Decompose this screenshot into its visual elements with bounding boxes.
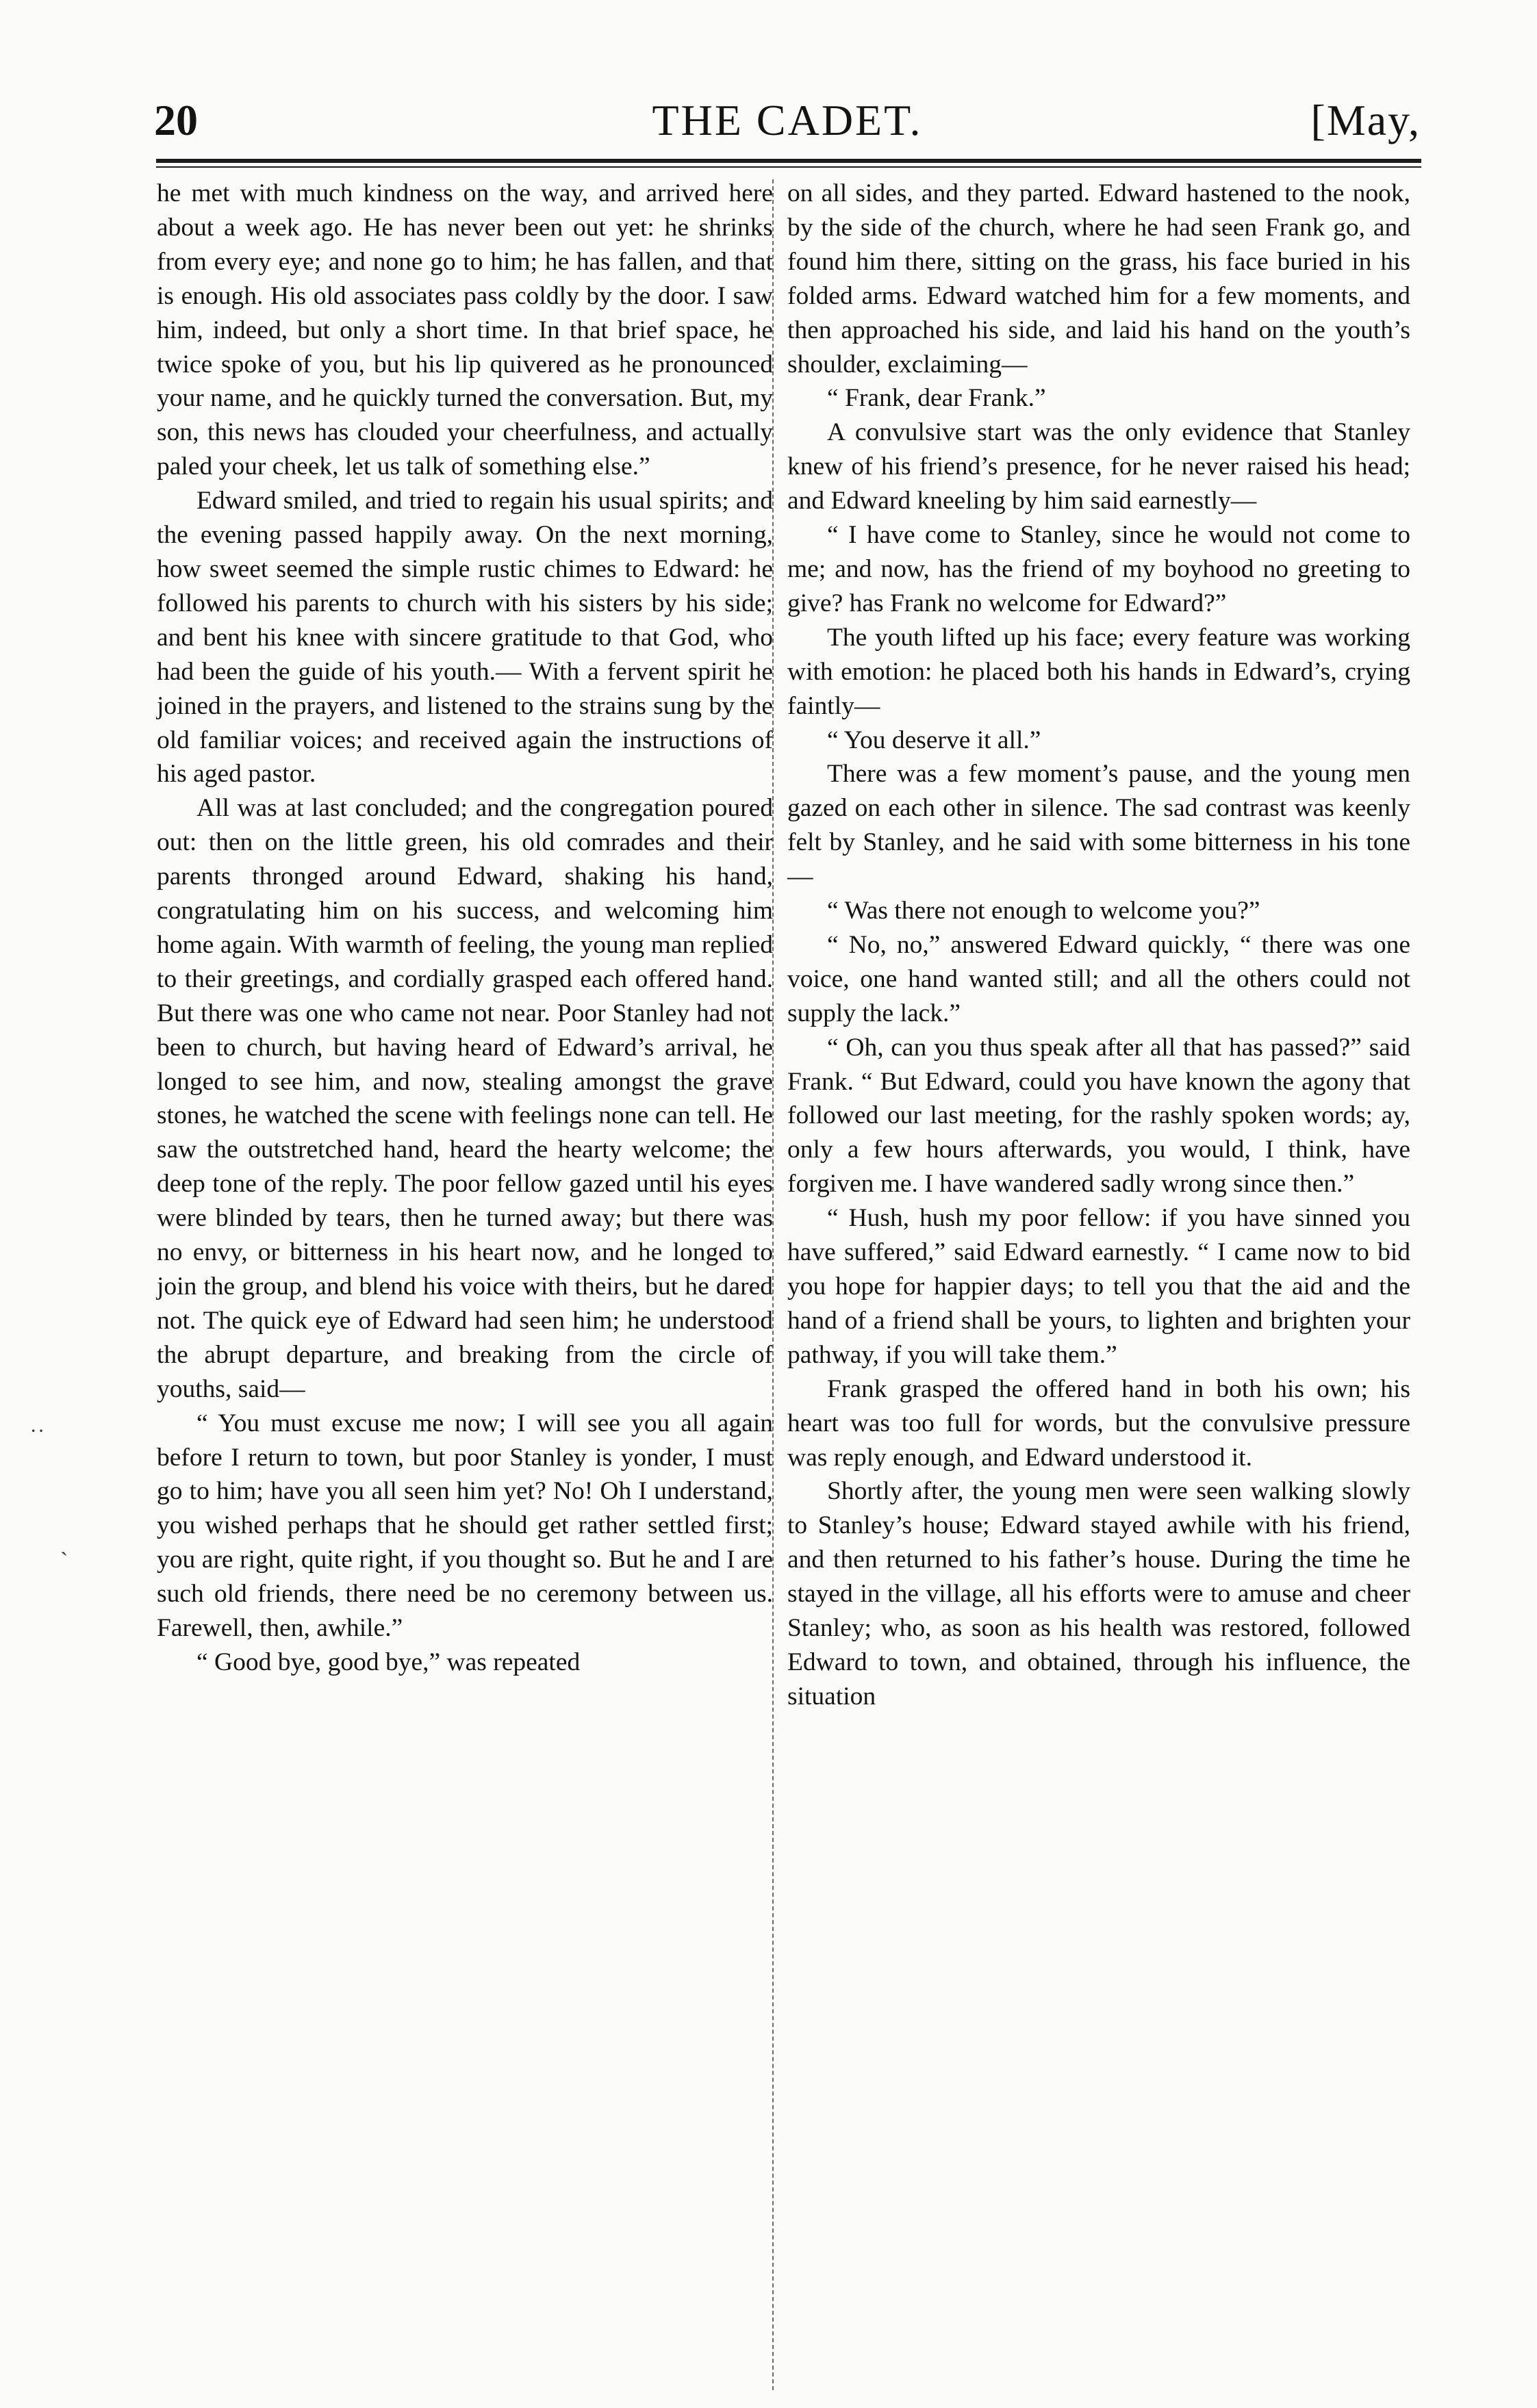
paragraph: “ You must excuse me now; I will see you all again before I return to town, but poor Stanley is yonder, I must go to him; have you all seen him yet? No! Oh I understand, you wished perhaps that he should get rather settled first; you are right, quite right, if you thought so. But he and I are such old friends, there need be no ceremony between us. Farewell, then, awhile.” — [157, 1409, 773, 1643]
left-column — [157, 177, 773, 1680]
paragraph: “ No, no,” answered Edward quickly, “ there was one voice, one hand wanted still; and all the others could not supply the lack.” — [787, 930, 1410, 1027]
paragraph: “ Oh, can you thus speak after all that has passed?” said Frank. “ But Edward, could you have known the agony that followed our last meeting, for the rashly spoken words; ay, only a few hours afterwards, you would, I think, have forgiven me. I have wandered sadly wrong since then.” — [787, 1033, 1410, 1199]
paragraph: he met with much kindness on the way, and arrived here about a week ago. He has never been out yet: he shrinks from every eye; and none go to him; he has fallen, and that is enough. His old associates pass coldly by the door. I saw him, indeed, but only a short time. In that brief space, he twice spoke of you, but his lip quivered as he pronounced your name, and he quickly turned the conversation. But, my son, this news has clouded your cheerfulness, and actually paled your cheek, let us talk of something else.” — [157, 179, 773, 481]
paragraph: Frank grasped the offered hand in both his own; his heart was too full for words, but the convulsive pressure was reply enough, and Edward understood it. — [787, 1374, 1410, 1472]
paragraph: Edward smiled, and tried to regain his usual spirits; and the evening passed happily away. On the next morning, how sweet seemed the simple rustic chimes to Edward: he followed his parents to church with his sisters by his side; and bent his knee with sincere gratitude to that God, who had been the guide of his youth.— With a fervent spirit he joined in the prayers, and listened to the strains sung by the old familiar voices; and received again the instructions of his aged pastor. — [157, 487, 773, 789]
page-number: 20 — [154, 96, 198, 144]
margin-ink-speck: ˙˙ — [29, 1425, 45, 1450]
paragraph: The youth lifted up his face; every feature was working with emotion: he placed both his hands in Edward’s, crying faintly— — [787, 623, 1410, 720]
paragraph: “ Was there not enough to welcome you?” — [827, 897, 1260, 925]
paragraph: There was a few moment’s pause, and the young men gazed on each other in silence. The sad contrast was keenly felt by Stanley, and he said with some bitterness in his tone— — [787, 760, 1410, 891]
paragraph: All was at last concluded; and the congregation poured out: then on the little green, his old comrades and their parents thronged around Edward, shaking his hand, congratulating him on his success, and welcoming him home again. With warmth of feeling, the young man replied to their greetings, and cordially grasped each offered hand. But there was one who came not near. Poor Stanley had not been to church, but having heard of Edward’s arrival, he longed to see him, and now, stealing amongst the grave stones, he watched the scene with feelings none can tell. He saw the outstretched hand, heard the hearty welcome; the deep tone of the reply. The poor fellow gazed until his eyes were blinded by tears, then he turned away; but there was no envy, or bitterness in his heart now, and he longed to join the group, and blend his voice with theirs, but he dared not. The quick eye of Edward had seen him; he understood the abrupt departure, and breaking from the circle of youths, said— — [157, 794, 773, 1403]
header-rule-thick — [156, 159, 1421, 163]
running-title: THE CADET. — [652, 96, 923, 144]
paragraph: “ Good bye, good bye,” was repeated — [196, 1648, 581, 1676]
paragraph: A convulsive start was the only evidence that Stanley knew of his friend’s presence, for he never raised his head; and Edward kneeling by him said earnestly— — [787, 418, 1410, 515]
paragraph: “ Hush, hush my poor fellow: if you have sinned you have suffered,” said Edward earnestly. “ I came now to bid you hope for happier days; to tell you that the aid and the hand of a friend shall be yours, to lighten and brighten your pathway, if you will take them.” — [787, 1204, 1410, 1369]
issue-month: [May, — [1310, 96, 1421, 144]
right-column — [787, 177, 1410, 1714]
paragraph: on all sides, and they parted. Edward hastened to the nook, by the side of the church, where he had seen Frank go, and found him there, sitting on the grass, his face buried in his folded arms. Edward watched him for a few moments, and then approached his side, and laid his hand on the youth’s shoulder, exclaiming— — [787, 179, 1410, 379]
paragraph: “ Frank, dear Frank.” — [827, 384, 1046, 413]
paragraph: Shortly after, the young men were seen walking slowly to Stanley’s house; Edward stayed awhile with his friend, and then returned to his father’s house. During the time he stayed in the village, all his efforts were to amuse and cheer Stanley; who, as soon as his health was restored, followed Edward to town, and obtained, through his influence, the situation — [787, 1477, 1410, 1711]
paragraph: “ I have come to Stanley, since he would not come to me; and now, has the friend of my boyhood no greeting to give? has Frank no welcome for Edward?” — [787, 521, 1410, 617]
margin-ink-speck: ˏ — [60, 1530, 68, 1556]
header-rule-thin — [156, 166, 1421, 168]
column-divider — [772, 179, 774, 2390]
page-header — [154, 89, 1421, 152]
paragraph: “ You deserve it all.” — [827, 726, 1041, 754]
